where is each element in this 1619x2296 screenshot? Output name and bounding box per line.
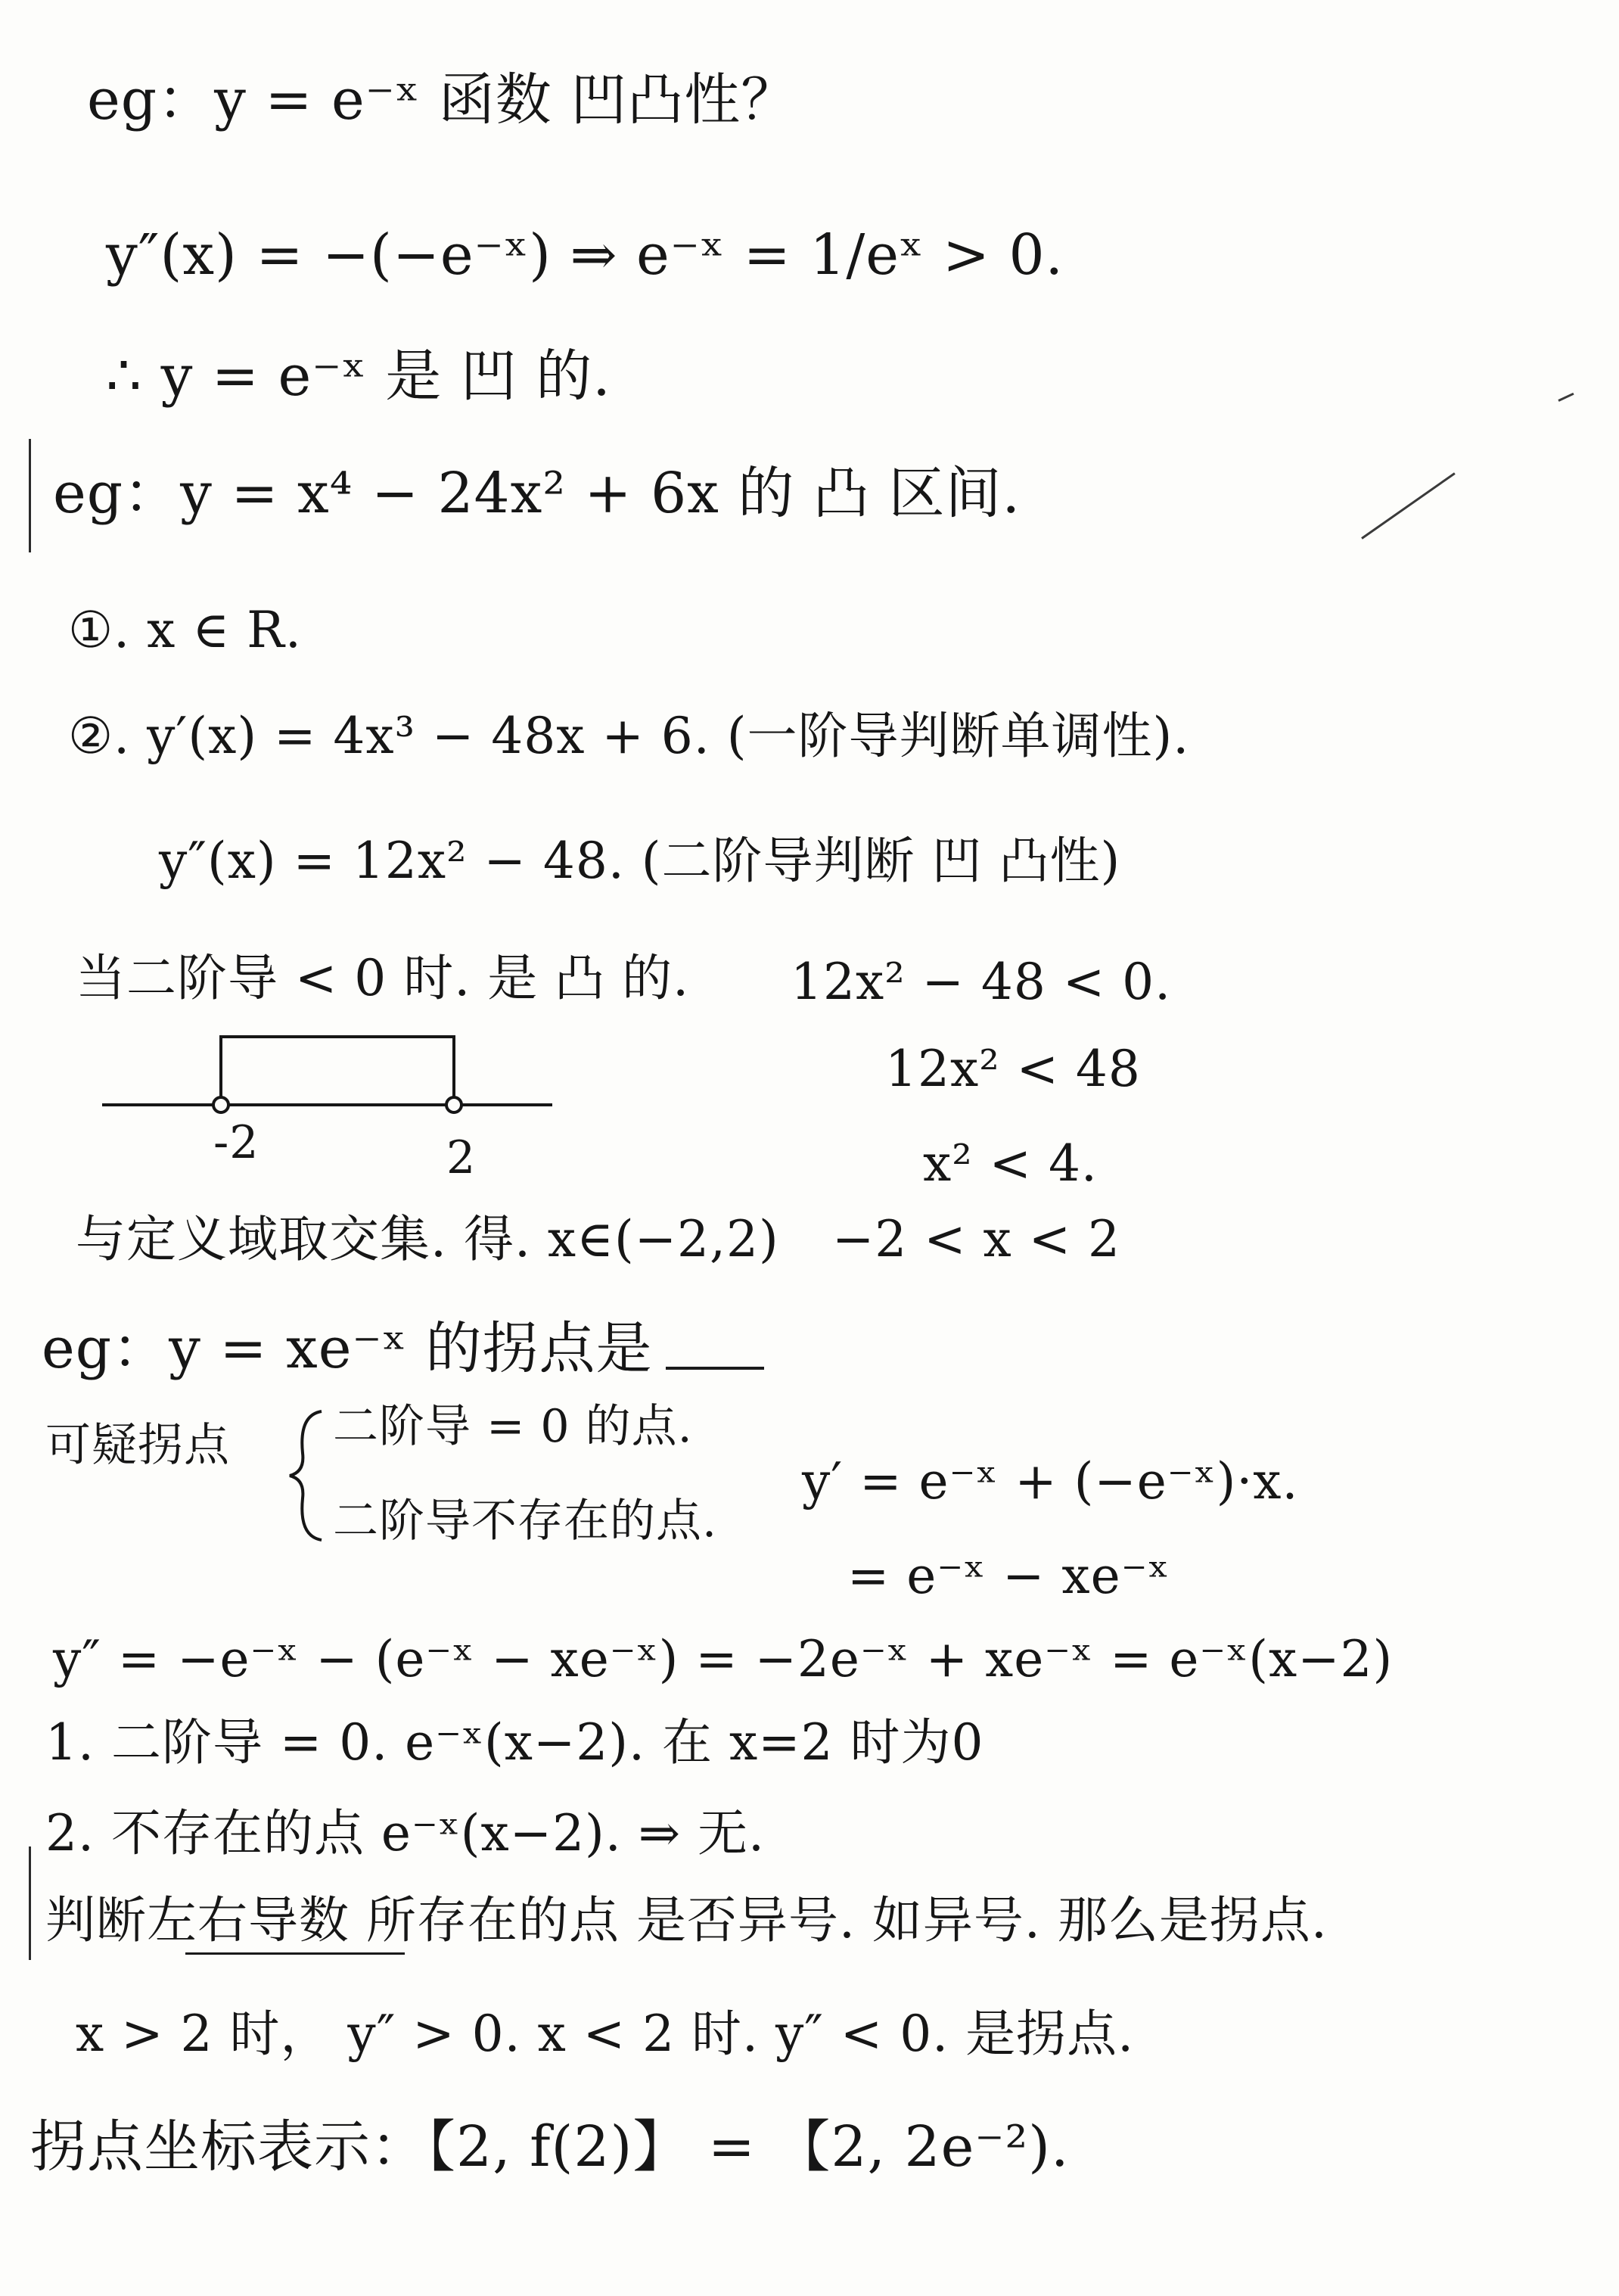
note-line-1: eg：y = e⁻ˣ 函数 凹凸性？ xyxy=(87,67,798,132)
note-line-13c: 二阶导不存在的点. xyxy=(333,1495,718,1548)
number-line-label-left: -2 xyxy=(213,1116,259,1169)
note-line-13b: 可疑拐点 xyxy=(45,1419,230,1472)
note-line-3: ∴ y = e⁻ˣ 是 凹 的. xyxy=(106,344,611,409)
note-line-16: y″ = −e⁻ˣ − (e⁻ˣ − xe⁻ˣ) = −2e⁻ˣ + xe⁻ˣ = e⁻ˣ(x−2) xyxy=(53,1630,1394,1688)
note-line-4: eg：y = x⁴ − 24x² + 6x 的 凸 区间. xyxy=(53,461,1021,526)
curly-brace xyxy=(284,1408,329,1544)
note-line-11b: −2 < x < 2 xyxy=(832,1210,1121,1268)
note-line-7: y″(x) = 12x² − 48. (二阶导判断 凹 凸性) xyxy=(159,832,1121,890)
pen-stroke-mark xyxy=(1361,472,1456,539)
note-line-8: 当二阶导 < 0 时. 是 凸 的. xyxy=(76,949,690,1007)
note-line-5: ①. x ∈ R. xyxy=(68,601,302,659)
note-line-11: 与定义域取交集. 得. x∈(−2,2) xyxy=(76,1210,779,1268)
answer-blank-underline xyxy=(666,1367,764,1370)
note-line-17: 1. 二阶导 = 0. e⁻ˣ(x−2). 在 x=2 时为0 xyxy=(45,1713,984,1772)
left-margin-rule-lower xyxy=(29,1846,31,1960)
note-line-2: y″(x) = −(−e⁻ˣ) ⇒ e⁻ˣ = 1/eˣ > 0. xyxy=(106,222,1064,288)
pen-stroke-mark-small xyxy=(1558,393,1574,402)
note-line-15: = e⁻ˣ − xe⁻ˣ xyxy=(847,1547,1170,1605)
note-line-13a: 二阶导 = 0 的点. xyxy=(333,1400,693,1453)
number-line-sketch xyxy=(91,1029,575,1184)
note-line-19: 判断左右导数 所存在的点 是否异号. 如异号. 那么是拐点. xyxy=(45,1891,1328,1949)
note-line-21: 拐点坐标表示：【2, f(2)】 = 【2, 2e⁻²). xyxy=(30,2114,1070,2179)
note-line-8b: 12x² − 48 < 0. xyxy=(791,953,1172,1011)
note-line-12: eg：y = xe⁻ˣ 的拐点是 xyxy=(42,1316,653,1381)
note-line-18: 2. 不存在的点 e⁻ˣ(x−2). ⇒ 无. xyxy=(45,1804,766,1862)
note-line-9: 12x² < 48 xyxy=(885,1040,1141,1098)
note-line-10: x² < 4. xyxy=(923,1134,1098,1193)
left-right-derivative-underline xyxy=(185,1952,405,1955)
number-line-label-right: 2 xyxy=(446,1131,477,1184)
left-margin-rule xyxy=(29,439,31,552)
note-line-20: x > 2 时， y″ > 0. x < 2 时. y″ < 0. 是拐点. xyxy=(76,2005,1135,2063)
note-line-14: y′ = e⁻ˣ + (−e⁻ˣ)·x. xyxy=(802,1452,1299,1510)
note-line-6: ②. y′(x) = 4x³ − 48x + 6. (一阶导判断单调性). xyxy=(68,707,1190,765)
